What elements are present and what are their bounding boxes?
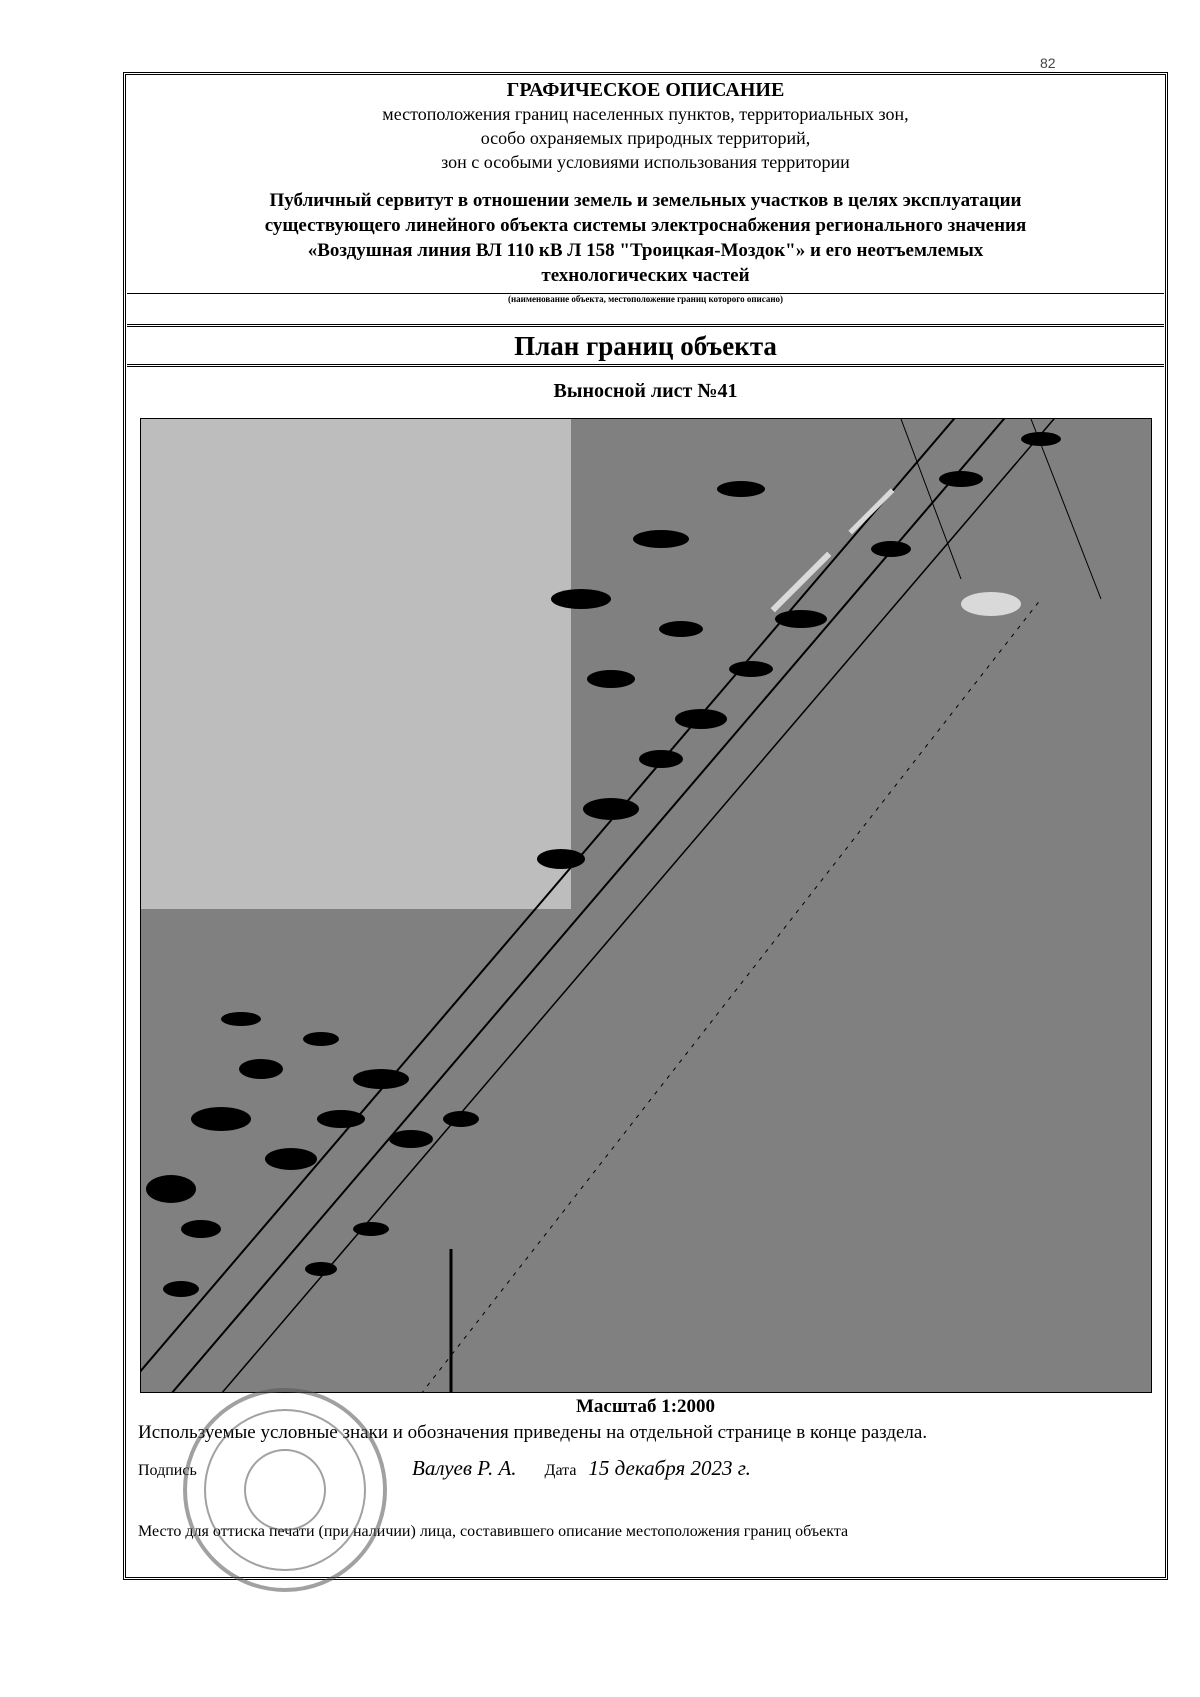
date-value: 15 декабря 2023 г. (588, 1456, 751, 1480)
signature-row (138, 1456, 751, 1481)
sheet-title: Выносной лист №41 (553, 380, 738, 402)
signer-name: Валуев Р. А. (412, 1456, 517, 1480)
object-name (127, 188, 1164, 288)
document-header (127, 76, 1164, 294)
page-number: 82 (1040, 55, 1056, 71)
legend-note: Используемые условные знаки и обозначения приведены на отдельной странице в конце раздела. (138, 1422, 928, 1443)
object-line-3: «Воздушная линия ВЛ 110 кВ Л 158 "Троицкая-Моздок"» и его неотъемлемых (307, 240, 984, 261)
subtitle-line-2: особо охраняемых природных территорий, (480, 128, 811, 148)
plan-title: План границ объекта (127, 327, 1164, 367)
document-title: ГРАФИЧЕСКОЕ ОПИСАНИЕ (506, 79, 785, 101)
seal-note: Место для оттиска печати (при наличии) лица, составившего описание местоположения границ объекта (138, 1523, 849, 1540)
object-line-1: Публичный сервитут в отношении земель и земельных участков в целях эксплуатации (269, 190, 1022, 211)
subtitle-line-3: зон с особыми условиями использования территории (441, 152, 850, 172)
subtitle-line-1: местоположения границ населенных пунктов, территориальных зон, (382, 104, 909, 124)
date-label: Дата (544, 1462, 577, 1479)
signature-label: Подпись (138, 1462, 197, 1479)
object-line-4: технологических частей (541, 265, 750, 286)
object-line-2: существующего линейного объекта системы электроснабжения регионального значения (264, 215, 1027, 236)
boundary-plan-map (140, 418, 1152, 1393)
object-caption: (наименование объекта, местоположение границ которого описано) (507, 294, 784, 304)
map-blank-area (141, 419, 571, 909)
map-image (141, 419, 1152, 1393)
object-caption-row (127, 294, 1164, 327)
map-scale: Масштаб 1:2000 (575, 1396, 716, 1417)
